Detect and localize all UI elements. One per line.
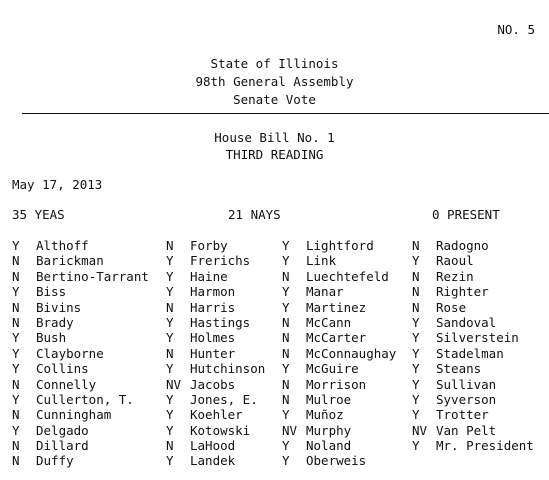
senator-name: Lightford bbox=[306, 238, 374, 253]
senator-name: Noland bbox=[306, 438, 352, 454]
senator-name: Manar bbox=[306, 284, 344, 300]
senator-name: Althoff bbox=[36, 238, 89, 253]
senator-name: Barickman bbox=[36, 253, 104, 269]
senator-name: Stadelman bbox=[436, 345, 504, 361]
senator-name: Righter bbox=[436, 284, 489, 300]
header-chamber: Senate Vote bbox=[233, 92, 316, 107]
senator-name: Harris bbox=[190, 299, 236, 315]
senator-name: Mulroe bbox=[306, 391, 352, 407]
vote-cast: N bbox=[282, 268, 290, 284]
senator-name: Forby bbox=[190, 238, 228, 253]
vote-tally bbox=[12, 207, 549, 225]
bill-info bbox=[0, 129, 549, 163]
vote-cast: Y bbox=[412, 330, 420, 346]
senator-name: Dillard bbox=[36, 438, 89, 454]
vote-cast: N bbox=[12, 376, 20, 392]
vote-cast: N bbox=[412, 299, 420, 315]
vote-cast: NV bbox=[166, 376, 182, 392]
vote-cast: N bbox=[282, 345, 290, 361]
vote-cast: Y bbox=[166, 407, 174, 423]
senator-name: Muñoz bbox=[306, 407, 344, 423]
document-number: NO. 5 bbox=[497, 22, 535, 37]
vote-cast: Y bbox=[166, 453, 174, 469]
vote-cast: N bbox=[166, 238, 174, 253]
senator-name: Cullerton, T. bbox=[36, 391, 134, 407]
vote-cast: N bbox=[282, 391, 290, 407]
vote-cast: Y bbox=[282, 361, 290, 377]
senator-name: Oberweis bbox=[306, 453, 367, 469]
vote-cast: Y bbox=[12, 345, 20, 361]
senator-name: Rezin bbox=[436, 268, 474, 284]
tally-yeas: 35 YEAS bbox=[12, 207, 65, 222]
senator-name: Delgado bbox=[36, 422, 89, 438]
vote-cast: N bbox=[166, 345, 174, 361]
tally-present: 0 PRESENT bbox=[432, 207, 500, 222]
vote-cast: N bbox=[282, 376, 290, 392]
vote-cast: Y bbox=[282, 407, 290, 423]
senator-name: Landek bbox=[190, 453, 236, 469]
vote-cast: N bbox=[412, 268, 420, 284]
vote-cast: N bbox=[412, 238, 420, 253]
vote-cast: Y bbox=[166, 268, 174, 284]
vote-cast: Y bbox=[166, 314, 174, 330]
vote-cast: Y bbox=[412, 314, 420, 330]
bill-reading: THIRD READING bbox=[225, 147, 324, 162]
vote-cast: Y bbox=[412, 407, 420, 423]
senator-name: Sullivan bbox=[436, 376, 497, 392]
senator-name: McCann bbox=[306, 314, 352, 330]
header-state: State of Illinois bbox=[210, 56, 339, 71]
senator-name: Bertino-Tarrant bbox=[36, 268, 149, 284]
vote-cast: N bbox=[282, 314, 290, 330]
header-assembly: 98th General Assembly bbox=[195, 74, 354, 89]
senator-name: Clayborne bbox=[36, 345, 104, 361]
vote-cast: Y bbox=[412, 361, 420, 377]
vote-cast: Y bbox=[412, 253, 420, 269]
vote-cast: Y bbox=[12, 284, 20, 300]
senator-name: Brady bbox=[36, 314, 74, 330]
senator-name: Trotter bbox=[436, 407, 489, 423]
vote-cast: Y bbox=[166, 391, 174, 407]
vote-cast: Y bbox=[282, 438, 290, 454]
senator-name: Mr. President bbox=[436, 438, 534, 454]
vote-cast: Y bbox=[282, 453, 290, 469]
senator-name: Bivins bbox=[36, 299, 82, 315]
vote-cast: Y bbox=[12, 330, 20, 346]
vote-cast: Y bbox=[166, 284, 174, 300]
vote-cast: Y bbox=[412, 391, 420, 407]
senator-name: Frerichs bbox=[190, 253, 251, 269]
senator-name: Duffy bbox=[36, 453, 74, 469]
senator-name: Koehler bbox=[190, 407, 243, 423]
header-divider bbox=[22, 113, 549, 114]
vote-cast: N bbox=[12, 314, 20, 330]
tally-nays: 21 NAYS bbox=[228, 207, 281, 222]
senator-name: LaHood bbox=[190, 438, 236, 454]
senator-name: Hunter bbox=[190, 345, 236, 361]
senator-name: Luechtefeld bbox=[306, 268, 389, 284]
senator-name: Bush bbox=[36, 330, 67, 346]
vote-cast: Y bbox=[12, 238, 20, 253]
vote-cast: Y bbox=[412, 438, 420, 454]
senator-name: Kotowski bbox=[190, 422, 251, 438]
vote-cast: Y bbox=[12, 361, 20, 377]
senator-name: Morrison bbox=[306, 376, 367, 392]
vote-cast: Y bbox=[166, 422, 174, 438]
senator-name: Steans bbox=[436, 361, 482, 377]
document-header bbox=[0, 55, 549, 109]
senator-name: Jacobs bbox=[190, 376, 236, 392]
vote-cast: Y bbox=[412, 376, 420, 392]
vote-cast: N bbox=[166, 299, 174, 315]
vote-cast: N bbox=[12, 253, 20, 269]
vote-cast: Y bbox=[166, 253, 174, 269]
senator-name: Martinez bbox=[306, 299, 367, 315]
vote-cast: Y bbox=[282, 284, 290, 300]
senator-name: Van Pelt bbox=[436, 422, 497, 438]
senator-name: Harmon bbox=[190, 284, 236, 300]
vote-cast: N bbox=[12, 268, 20, 284]
vote-cast: N bbox=[12, 438, 20, 454]
senator-name: Radogno bbox=[436, 238, 489, 253]
vote-cast: NV bbox=[282, 422, 298, 438]
senator-name: Biss bbox=[36, 284, 67, 300]
vote-cast: Y bbox=[282, 253, 290, 269]
vote-cast: Y bbox=[166, 330, 174, 346]
senator-name: Hastings bbox=[190, 314, 251, 330]
vote-cast: Y bbox=[282, 299, 290, 315]
senator-name: Collins bbox=[36, 361, 89, 377]
senator-name: Rose bbox=[436, 299, 467, 315]
vote-cast: NV bbox=[412, 422, 428, 438]
vote-cast: N bbox=[12, 299, 20, 315]
senator-name: Cunningham bbox=[36, 407, 112, 423]
senator-name: Murphy bbox=[306, 422, 352, 438]
senator-name: McConnaughay bbox=[306, 345, 397, 361]
bill-title: House Bill No. 1 bbox=[214, 130, 335, 145]
vote-cast: N bbox=[12, 453, 20, 469]
senator-name: Haine bbox=[190, 268, 228, 284]
senator-name: Jones, E. bbox=[190, 391, 258, 407]
vote-cast: N bbox=[412, 284, 420, 300]
senator-name: Connelly bbox=[36, 376, 97, 392]
senator-name: Silverstein bbox=[436, 330, 519, 346]
vote-date: May 17, 2013 bbox=[12, 177, 103, 192]
vote-cast: Y bbox=[166, 361, 174, 377]
vote-cast: Y bbox=[282, 238, 290, 253]
vote-cast: Y bbox=[412, 345, 420, 361]
senator-name: Sandoval bbox=[436, 314, 497, 330]
senator-name: Link bbox=[306, 253, 337, 269]
vote-cast: Y bbox=[12, 422, 20, 438]
vote-cast: N bbox=[166, 438, 174, 454]
senator-name: Syverson bbox=[436, 391, 497, 407]
vote-cast: N bbox=[282, 330, 290, 346]
senator-name: Holmes bbox=[190, 330, 236, 346]
vote-cast: Y bbox=[12, 391, 20, 407]
vote-cast: N bbox=[12, 407, 20, 423]
senator-name: Raoul bbox=[436, 253, 474, 269]
senator-name: McGuire bbox=[306, 361, 359, 377]
senator-name: Hutchinson bbox=[190, 361, 266, 377]
senator-name: McCarter bbox=[306, 330, 367, 346]
